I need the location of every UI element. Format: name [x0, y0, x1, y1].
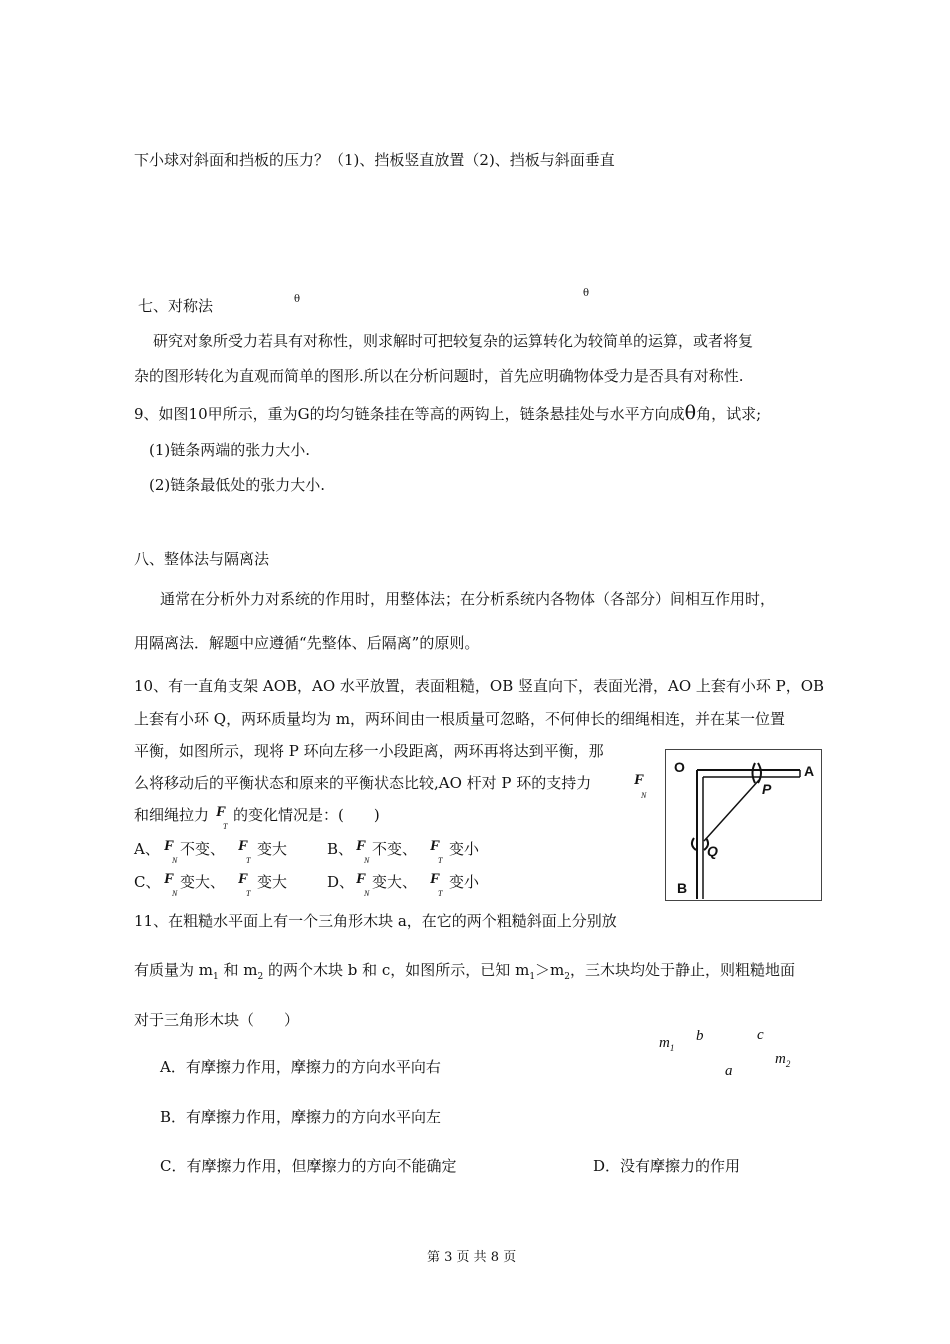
theta-mark-left: θ	[294, 294, 301, 305]
symbol-F: F	[430, 838, 441, 854]
q10-line3: 平衡，如图所示，现将 P 环向左移一小段距离，两环再将达到平衡，那	[134, 742, 604, 760]
q9-sub1: (1)链条两端的张力大小.	[149, 441, 311, 459]
q10-option-d-text2: 变小	[449, 873, 480, 891]
q11-option-b: B．有摩擦力作用，摩擦力的方向水平向左	[160, 1108, 442, 1126]
label-B: B	[677, 880, 688, 896]
q10-option-c-text2: 变大	[257, 873, 288, 891]
label-P: P	[762, 781, 772, 797]
q11-line2-part: ，三木块均处于静止，则粗糙地面	[570, 961, 796, 979]
fig-label-m1	[659, 1033, 674, 1058]
symbol-F: F	[164, 838, 175, 854]
q11-option-a: A．有摩擦力作用，摩擦力的方向水平向右	[160, 1058, 441, 1076]
subscript: 2	[564, 972, 571, 982]
subscript-N: N	[364, 856, 370, 865]
subscript-T: T	[438, 889, 443, 898]
subscript: 1	[213, 972, 219, 982]
q9-stem-text: 9、如图10甲所示，重为G的均匀链条挂在等高的两钩上，链条悬挂处与水平方向成	[134, 405, 685, 423]
fig-m: m	[775, 1051, 786, 1067]
subscript-N: N	[641, 791, 647, 800]
section8-para-line2: 用隔离法．解题中应遵循“先整体、后隔离”的原则。	[134, 634, 480, 652]
subscript-T: T	[246, 856, 251, 865]
label-A: A	[804, 763, 815, 779]
q9-stem-end: 角，试求;	[696, 405, 762, 423]
q10-option-a-text1: 不变、	[180, 840, 226, 858]
q10-option-a-text2: 变大	[257, 840, 288, 858]
q11-line2-part: 的两个木块 b 和 c，如图所示，已知 m	[263, 961, 530, 979]
q10-option-d-text1: 变大、	[372, 873, 418, 891]
q10-figure	[665, 749, 822, 901]
fig-label-m2	[775, 1049, 790, 1074]
q11-line2-part: 有质量为 m	[134, 961, 213, 979]
subscript-N: N	[172, 856, 178, 865]
subscript: 2	[257, 972, 264, 982]
q8-tail-text: 下小球对斜面和挡板的压力？（1)、挡板竖直放置（2)、挡板与斜面垂直	[134, 151, 615, 169]
q10-line4: 么将移动后的平衡状态和原来的平衡状态比较,AO 杆对 P 环的支持力	[134, 774, 592, 792]
subscript-T: T	[246, 889, 251, 898]
symbol-F: F	[238, 838, 249, 854]
q10-option-a-label: A、	[134, 840, 160, 858]
subscript-N: N	[172, 889, 178, 898]
q9-sub2: (2)链条最低处的张力大小.	[149, 476, 326, 494]
q10-option-c-label: C、	[134, 873, 161, 891]
subscript-N: N	[364, 889, 370, 898]
q11-option-d: D．没有摩擦力的作用	[593, 1157, 741, 1175]
page-footer: 第 3 页 共 8 页	[427, 1250, 517, 1265]
symbol-F: F	[356, 838, 367, 854]
q10-line1: 10、有一直角支架 AOB，AO 水平放置，表面粗糙，OB 竖直向下，表面光滑，AO 上套有小环 P，OB	[134, 677, 825, 695]
q11-line2	[134, 960, 795, 987]
q10-line5-end: 的变化情况是：( )	[233, 806, 380, 824]
symbol-F: F	[164, 871, 175, 887]
q10-line2: 上套有小环 Q，两环质量均为 m，两环间由一根质量可忽略，不何伸长的细绳相连，并在某一位置	[134, 710, 786, 728]
symbol-F: F	[634, 772, 645, 788]
symbol-F: F	[356, 871, 367, 887]
fig-label-c: c	[757, 1027, 764, 1043]
section8-para-line1: 通常在分析外力对系统的作用时，用整体法；在分析系统内各物体（各部分）间相互作用时，	[160, 590, 776, 608]
label-Q: Q	[707, 843, 718, 859]
symbol-F: F	[216, 804, 227, 820]
subscript: 1	[529, 972, 536, 982]
section7-title: 七、对称法	[138, 297, 214, 315]
q10-option-d-label: D、	[327, 873, 355, 891]
q10-option-b-text2: 变小	[449, 840, 480, 858]
symbol-F: F	[430, 871, 441, 887]
q10-option-c-text1: 变大、	[180, 873, 226, 891]
q10-option-b-label: B、	[327, 840, 354, 858]
q11-option-c: C．有摩擦力作用，但摩擦力的方向不能确定	[160, 1157, 457, 1175]
right-angle-bracket-diagram	[666, 750, 821, 900]
symbol-F: F	[238, 871, 249, 887]
q10-line5-start: 和细绳拉力	[134, 806, 210, 824]
section8-title: 八、整体法与隔离法	[134, 550, 270, 568]
subscript: 2	[785, 1059, 791, 1069]
q11-line2-part: 和 m	[218, 961, 258, 979]
q11-line2-part: ＞m	[535, 961, 565, 979]
fig-m: m	[659, 1035, 670, 1051]
subscript: 1	[669, 1043, 675, 1053]
q10-option-b-text1: 不变、	[372, 840, 418, 858]
section7-para-line1: 研究对象所受力若具有对称性，则求解时可把较复杂的运算转化为较简单的运算，或者将复	[153, 332, 754, 350]
q11-line3: 对于三角形木块（ ）	[134, 1011, 300, 1029]
label-O: O	[674, 759, 685, 775]
fig-label-a: a	[725, 1063, 733, 1079]
subscript-T: T	[223, 822, 228, 831]
q9-stem	[134, 403, 761, 424]
theta-symbol: θ	[684, 402, 697, 424]
theta-mark-right: θ	[583, 288, 590, 299]
subscript-T: T	[438, 856, 443, 865]
section7-para-line2: 杂的图形转化为直观而简单的图形.所以在分析问题时，首先应明确物体受力是否具有对称性.	[134, 367, 744, 385]
q11-line1: 11、在粗糙水平面上有一个三角形木块 a，在它的两个粗糙斜面上分别放	[134, 912, 617, 930]
fig-label-b: b	[696, 1028, 704, 1044]
